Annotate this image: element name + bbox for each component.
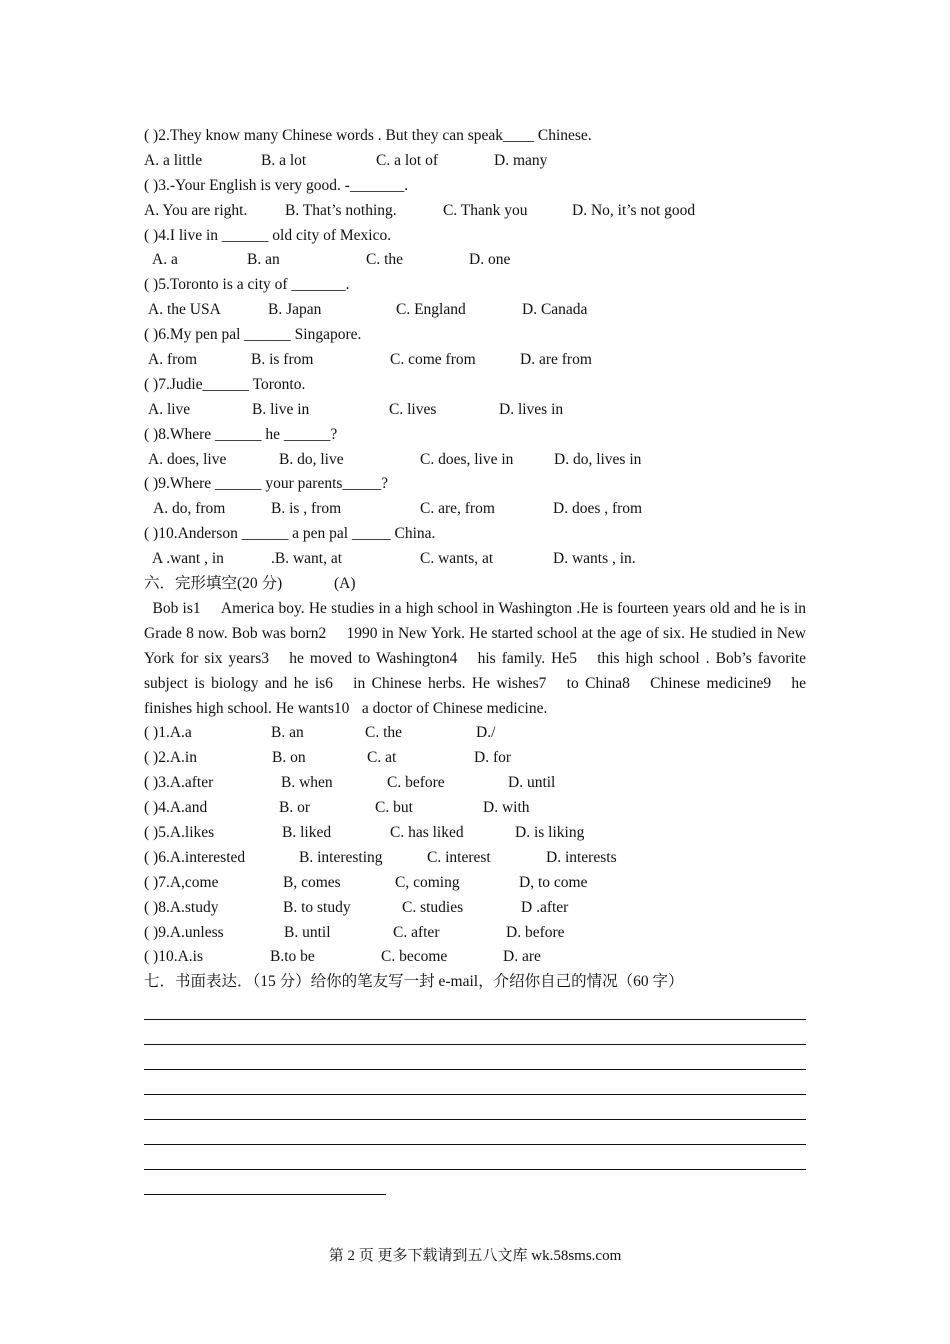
option-c: C. interest <box>427 848 491 866</box>
option-b: B. an <box>271 724 304 742</box>
option-b: B. Japan <box>268 301 322 319</box>
option-c: C, coming <box>395 873 460 891</box>
writing-line <box>144 1095 806 1120</box>
option-row <box>144 298 806 323</box>
cloze-question-row <box>144 821 806 846</box>
option-a: A .want , in <box>152 550 224 568</box>
option-c: C. a lot of <box>376 151 438 169</box>
section-heading <box>144 572 806 597</box>
option-c: C. at <box>367 749 397 767</box>
question-stem: ( )3.A.after <box>144 774 214 792</box>
option-b: B. is from <box>251 351 314 369</box>
option-d: D. does , from <box>553 500 643 518</box>
option-d: D. are from <box>520 351 592 369</box>
blank-number: 7 <box>538 674 547 692</box>
blank-number: 2 <box>318 624 327 642</box>
worksheet-page <box>144 124 806 1195</box>
option-c: C. does, live in <box>420 450 514 468</box>
option-a: A. You are right. <box>144 201 248 219</box>
question-stem: ( )7.A,come <box>144 873 219 891</box>
cloze-question-row <box>144 746 806 771</box>
blank-number: 4 <box>449 649 458 667</box>
writing-line <box>144 1070 806 1095</box>
option-c: C. England <box>396 301 466 319</box>
option-b: B. an <box>247 251 280 269</box>
option-c: C. the <box>366 251 404 269</box>
question-stem: ( )3.-Your English is very good. -_______. <box>144 176 409 194</box>
option-d: D./ <box>476 724 496 742</box>
option-d: D .after <box>521 898 569 916</box>
blank-number: 9 <box>763 674 772 692</box>
writing-line <box>144 1045 806 1070</box>
option-a: A. from <box>148 351 198 369</box>
option-d: D. for <box>474 749 512 767</box>
option-c: C. has liked <box>390 824 464 842</box>
cloze-passage: Bob is1 America boy. He studies in a high school in Washington .He is fourteen years old and he is in Grade 8 now. Bob was born2 1990 in New York. He started school at the age of six. He studied in New York for six years3 he moved to Washington4 his family. He5 this high school . Bob’s favorite subject is biology and he is6 in Chinese herbs. He wishes7 to China8 Chinese medicine9 he finishes high school. He wants10 a doctor of Chinese medicine. <box>144 597 806 722</box>
option-d: D. Canada <box>522 301 588 319</box>
question-stem: ( )10.Anderson ______ a pen pal _____ China. <box>144 525 436 543</box>
option-d: D. many <box>494 151 548 169</box>
question-stem: ( )6.My pen pal ______ Singapore. <box>144 326 362 344</box>
blank-number: 1 <box>192 599 201 617</box>
cloze-question-row <box>144 771 806 796</box>
option-b: B. to study <box>283 898 351 916</box>
option-d: D. is liking <box>515 824 585 842</box>
cloze-questions <box>144 721 806 970</box>
option-a: A. a little <box>144 151 203 169</box>
part6-subheading: (A) <box>334 575 356 593</box>
question-stem: ( )5.Toronto is a city of _______. <box>144 276 350 294</box>
page-footer: 第 2 页 更多下载请到五八文库 wk.58sms.com <box>328 1248 622 1264</box>
option-b: B. interesting <box>299 848 383 866</box>
option-row <box>144 149 806 174</box>
option-a: A. does, live <box>148 450 227 468</box>
question-stem: ( )10.A.is <box>144 948 203 966</box>
option-row <box>144 398 806 423</box>
option-row <box>144 248 806 273</box>
option-d: D. until <box>508 774 556 792</box>
cloze-question-row <box>144 721 806 746</box>
option-b: B. liked <box>282 824 332 842</box>
option-b: B. is , from <box>271 500 342 518</box>
option-d: D. interests <box>546 848 617 866</box>
question-stem: ( )5.A.likes <box>144 824 215 842</box>
option-b: B. until <box>284 923 331 941</box>
blank-number: 5 <box>569 649 577 667</box>
blank-number: 6 <box>325 674 333 692</box>
cloze-question-row <box>144 945 806 970</box>
option-b: B.to be <box>270 948 315 966</box>
option-d: D, to come <box>519 873 588 891</box>
option-d: D. with <box>483 799 530 817</box>
option-a: A. the USA <box>148 301 221 319</box>
option-row <box>144 199 806 224</box>
option-d: D. lives in <box>499 400 564 418</box>
cloze-question-row <box>144 796 806 821</box>
option-row <box>144 497 806 522</box>
writing-line <box>144 1020 806 1045</box>
question-stem: ( )7.Judie______ Toronto. <box>144 375 306 393</box>
question-stem: ( )9.A.unless <box>144 923 224 941</box>
option-b: B. when <box>281 774 333 792</box>
question-stem: ( )2.A.in <box>144 749 197 767</box>
option-b: B. a lot <box>261 151 307 169</box>
cloze-question-row <box>144 846 806 871</box>
option-c: C. studies <box>402 898 464 916</box>
option-d: D. No, it’s not good <box>572 201 696 219</box>
option-c: C. lives <box>389 400 437 418</box>
option-a: A. a <box>152 251 178 269</box>
question-stem: ( )8.A.study <box>144 898 219 916</box>
option-a: A. live <box>148 400 191 418</box>
option-c: C. come from <box>390 351 476 369</box>
option-b: B. That’s nothing. <box>285 201 397 219</box>
option-b: .B. want, at <box>271 550 343 568</box>
question-stem: ( )4.I live in ______ old city of Mexico. <box>144 226 392 244</box>
option-row <box>144 547 806 572</box>
option-c: C. before <box>387 774 445 792</box>
option-d: D. are <box>503 948 541 966</box>
option-b: B. live in <box>252 400 310 418</box>
option-row <box>144 448 806 473</box>
option-c: C. but <box>375 799 413 817</box>
option-d: D. wants , in. <box>553 550 636 568</box>
question-stem: ( )4.A.and <box>144 799 208 817</box>
cloze-question-row <box>144 896 806 921</box>
option-c: C. become <box>381 948 448 966</box>
writing-line <box>144 995 806 1020</box>
option-a: A. do, from <box>153 500 226 518</box>
cloze-question-row <box>144 921 806 946</box>
option-c: C. wants, at <box>420 550 494 568</box>
writing-line <box>144 1120 806 1145</box>
option-b: B. do, live <box>279 450 344 468</box>
option-b: B. or <box>279 799 310 817</box>
part7-heading: 七．书面表达．（15 分）给你的笔友写一封 e-mail，介绍你自己的情况（60 字） <box>144 973 684 991</box>
option-d: D. one <box>469 251 511 269</box>
option-c: C. are, from <box>420 500 495 518</box>
option-d: D. do, lives in <box>554 450 642 468</box>
part5-section <box>144 124 806 572</box>
question-stem: ( )1.A.a <box>144 724 192 742</box>
option-c: C. after <box>393 923 440 941</box>
option-c: C. Thank you <box>443 201 528 219</box>
option-b: B, comes <box>283 873 341 891</box>
question-stem: ( )9.Where ______ your parents_____? <box>144 475 389 493</box>
question-stem: ( )6.A.interested <box>144 848 246 866</box>
option-b: B. on <box>272 749 306 767</box>
writing-area[interactable] <box>144 995 806 1195</box>
writing-line <box>144 1170 386 1195</box>
question-stem: ( )8.Where ______ he ______? <box>144 425 338 443</box>
blank-number: 8 <box>622 674 630 692</box>
part6-heading: 六．完形填空(20 分) <box>144 575 283 593</box>
writing-line <box>144 1145 806 1170</box>
cloze-question-row <box>144 871 806 896</box>
blank-number: 3 <box>261 649 270 667</box>
option-row <box>144 348 806 373</box>
option-d: D. before <box>506 923 565 941</box>
option-c: C. the <box>365 724 403 742</box>
question-stem: ( )2.They know many Chinese words . But they can speak____ Chinese. <box>144 127 592 144</box>
blank-number: 10 <box>333 699 350 717</box>
